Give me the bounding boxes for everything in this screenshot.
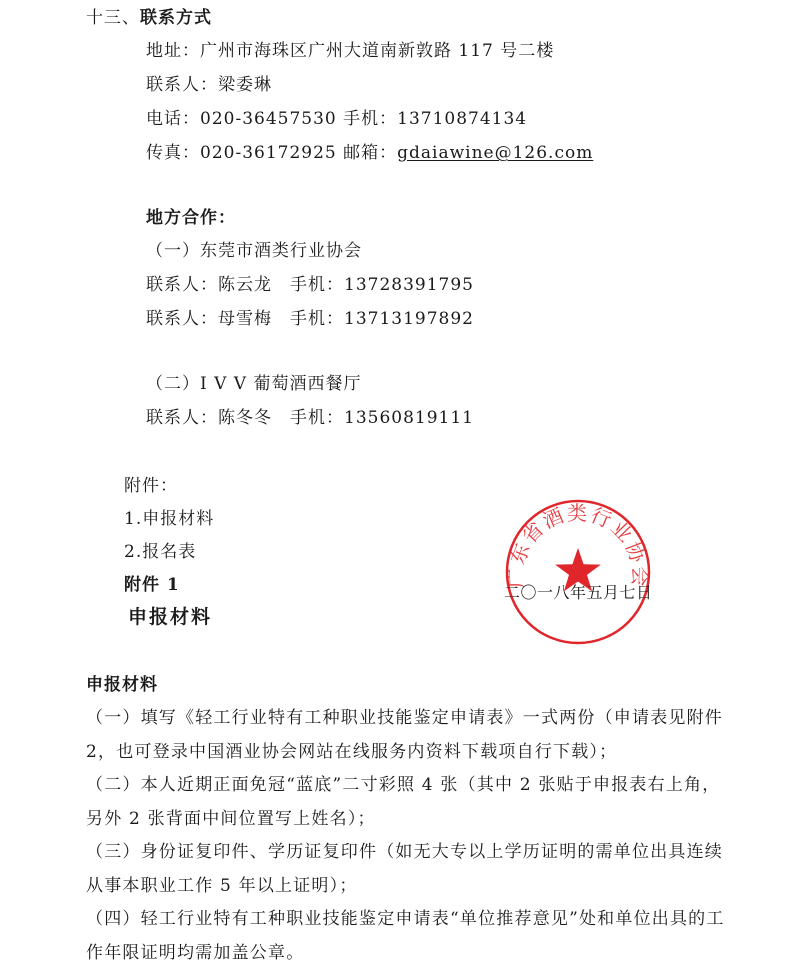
email-link[interactable]: gdaiawine@126.com [397,143,594,163]
section-title: 联系方式 [140,8,212,28]
phone-line: 电话：020-36457530 手机：13710874134 [146,109,528,129]
materials-heading: 申报材料 [86,675,158,695]
address-line: 地址：广州市海珠区广州大道南新敦路 117 号二楼 [146,41,555,61]
seal-text: 广东省酒类行业协会 [504,501,652,589]
local-coop-heading: 地方合作： [146,208,236,228]
attachment-item-1: 1.申报材料 [124,509,215,529]
materials-item-3: （三）身份证复印件、学历证复印件（如无大专以上学历证明的需单位出具连续从事本职业工作 5 年以上证明）； [86,842,723,896]
attachment-1-title: 申报材料 [128,606,213,628]
section-number: 十三、 [86,8,140,28]
section-heading [86,7,212,29]
org-2-name: （二）I V V 葡萄酒西餐厅 [146,374,362,394]
org-1-contact-1: 联系人：陈云龙 手机：13728391795 [146,275,474,295]
org-1-name: （一）东莞市酒类行业协会 [146,241,362,261]
official-seal-image [504,498,652,646]
fax-label: 传真：020-36172925 邮箱： [146,143,398,163]
contact-person-line: 联系人：梁委琳 [146,75,272,95]
attachment-item-2: 2.报名表 [124,542,197,562]
fax-email-line [146,142,593,164]
attachments-label: 附件： [124,476,178,496]
org-1-contact-2: 联系人：母雪梅 手机：13713197892 [146,309,474,329]
attachment-1-label: 附件 1 [124,575,180,595]
document-date: 二〇一八年五月七日 [504,583,653,602]
org-2-contact-1: 联系人：陈冬冬 手机：13560819111 [146,408,474,428]
materials-item-2: （二）本人近期正面免冠“蓝底”二寸彩照 4 张（其中 2 张贴于申报表右上角，另外 2 张背面中间位置写上姓名）； [86,775,721,829]
materials-item-4: （四）轻工行业特有工种职业技能鉴定申请表“单位推荐意见”处和单位出具的工作年限证明均需加盖公章。 [86,909,725,963]
materials-item-1: （一）填写《轻工行业特有工种职业技能鉴定申请表》一式两份（申请表见附件 2，也可登录中国酒业协会网站在线服务内资料下载项自行下载）； [86,708,723,762]
